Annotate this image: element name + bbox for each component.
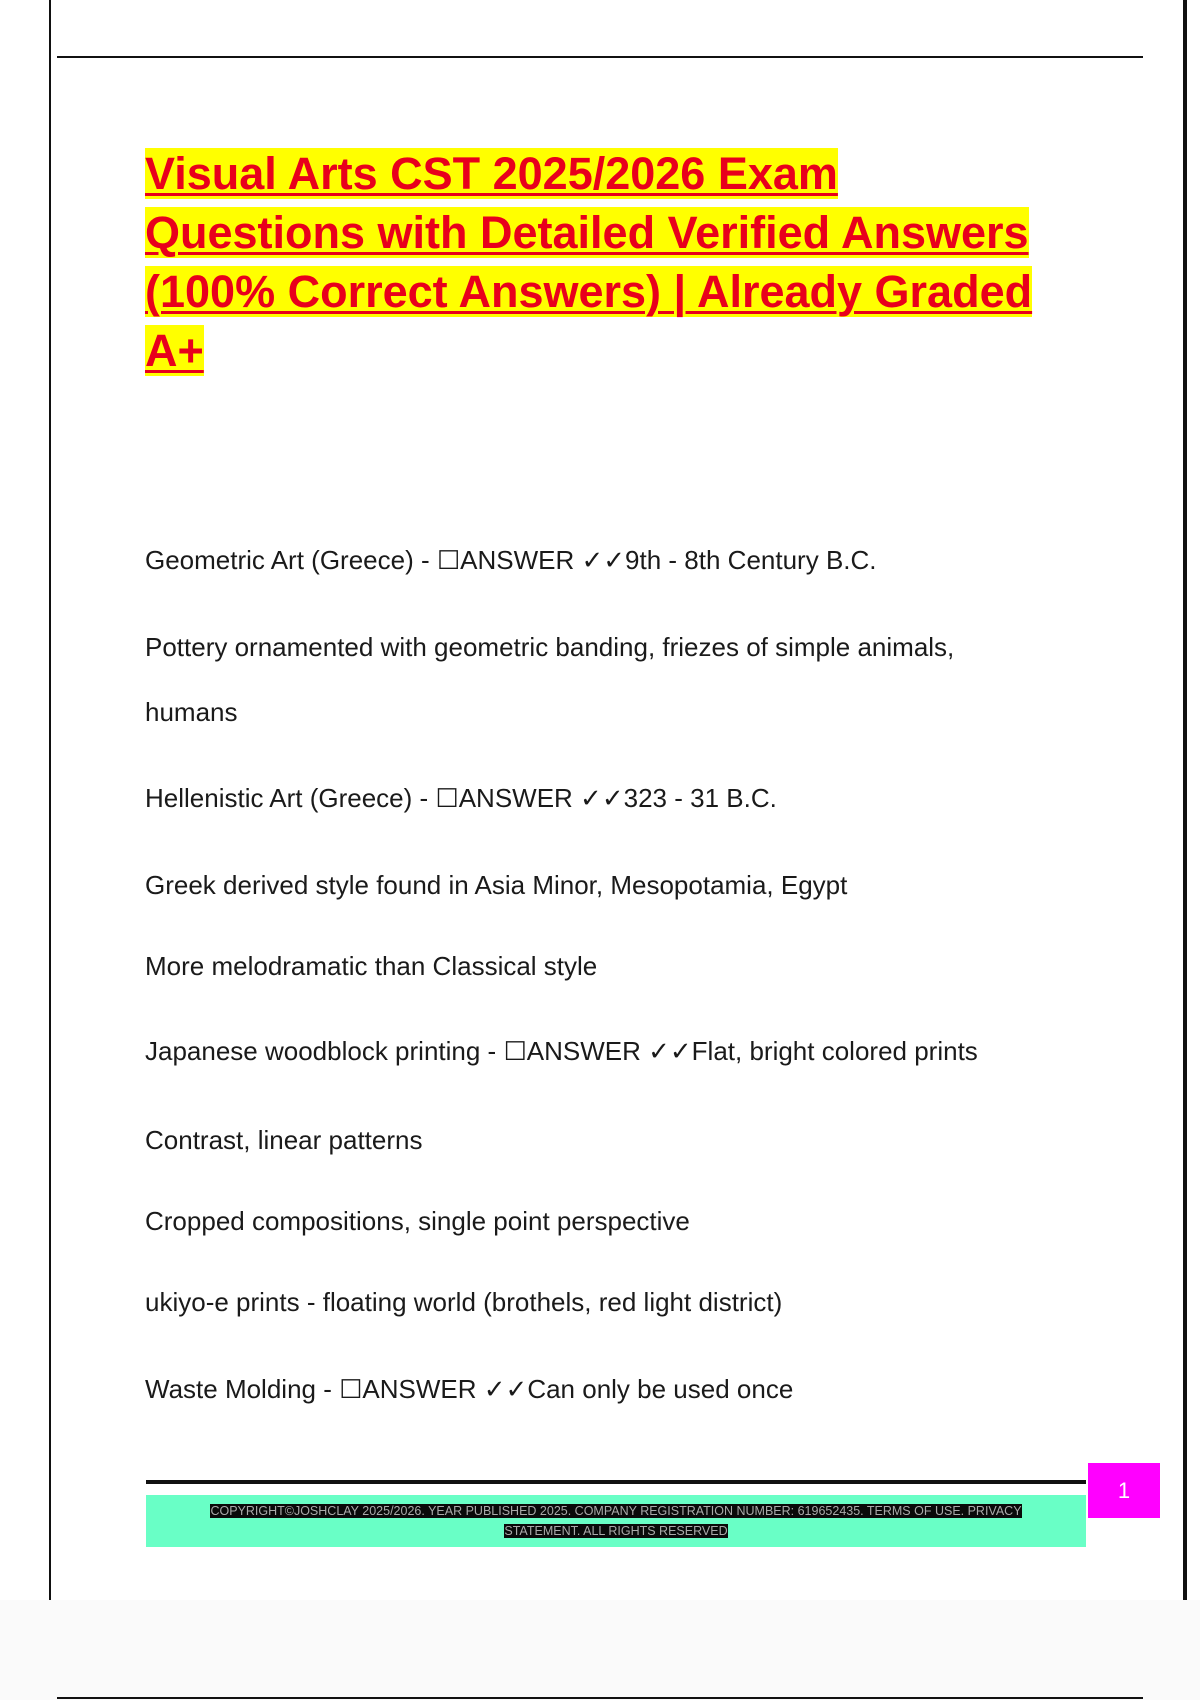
page-number-badge: 1: [1088, 1463, 1160, 1518]
answer-line: More melodramatic than Classical style: [145, 951, 598, 981]
document-title-text: Visual Arts CST 2025/2026 Exam Questions with Detailed Verified Answers (100% Correct Answers) | Already Graded A+: [145, 148, 1033, 376]
answer-line: Pottery ornamented with geometric banding, friezes of simple animals,: [145, 632, 955, 662]
answer-line: Contrast, linear patterns: [145, 1125, 423, 1155]
answer-line: ukiyo-e prints - floating world (brothels, red light district): [145, 1287, 783, 1317]
answer-line: Greek derived style found in Asia Minor, Mesopotamia, Egypt: [145, 870, 848, 900]
answer-line: Cropped compositions, single point perspective: [145, 1206, 690, 1236]
header-rule: [57, 56, 1143, 58]
next-page-gap: [0, 1600, 1200, 1700]
footer-copyright-text: COPYRIGHT©JOSHCLAY 2025/2026. YEAR PUBLISHED 2025. COMPANY REGISTRATION NUMBER: 619652435. TERMS OF USE. PRIVACY STATEMENT. ALL RIGHTS RESERVED: [210, 1504, 1022, 1538]
question-line: Geometric Art (Greece) - ☐ANSWER ✓✓9th - 8th Century B.C.: [145, 545, 877, 575]
answer-line: humans: [145, 697, 238, 727]
footer-copyright: [176, 1501, 1056, 1541]
page-border-left: [49, 0, 51, 1600]
page-border-right: [1183, 0, 1187, 1600]
question-line: Japanese woodblock printing - ☐ANSWER ✓✓Flat, bright colored prints: [145, 1036, 978, 1066]
question-line: Waste Molding - ☐ANSWER ✓✓Can only be used once: [145, 1374, 794, 1404]
footer-rule: [146, 1480, 1086, 1484]
next-page-rule: [57, 1697, 1143, 1699]
document-title: [145, 144, 1045, 380]
footer-copyright-box: [146, 1495, 1086, 1547]
question-line: Hellenistic Art (Greece) - ☐ANSWER ✓✓323 - 31 B.C.: [145, 783, 777, 813]
